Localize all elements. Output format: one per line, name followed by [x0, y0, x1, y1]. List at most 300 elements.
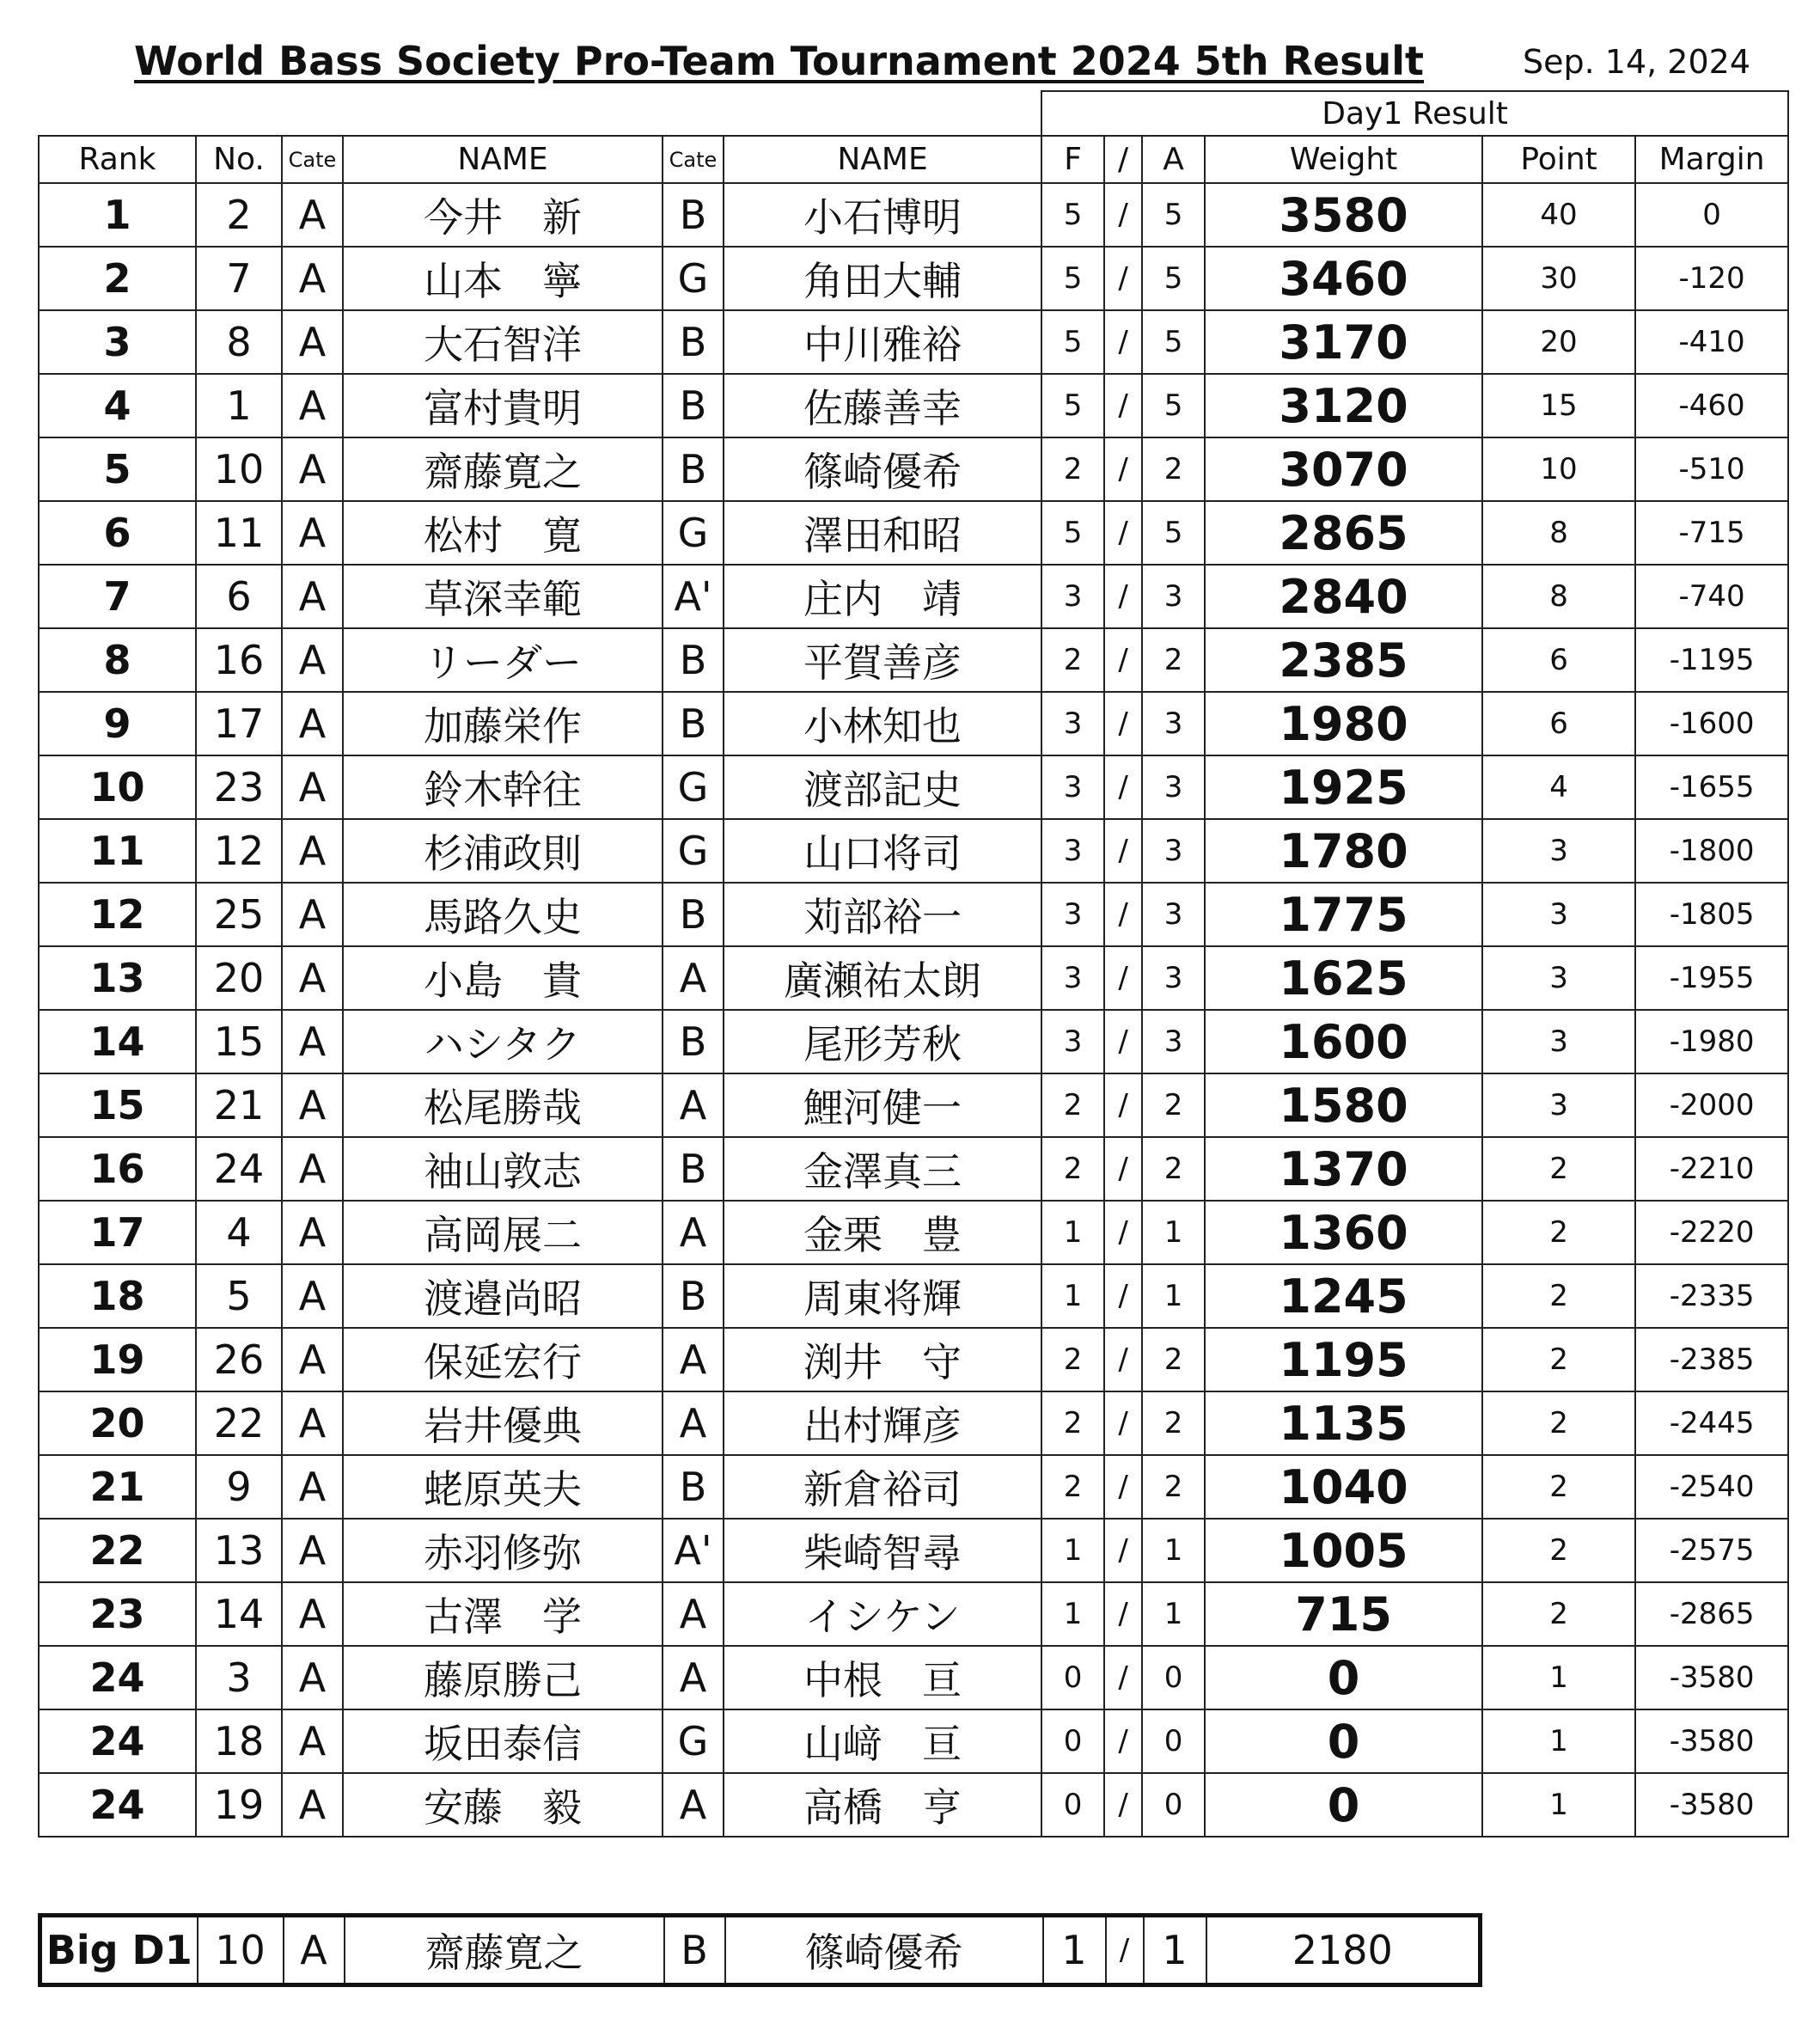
weight-cell: 1625 [1205, 946, 1482, 1010]
name1-cell: 富村貴明 [343, 374, 663, 437]
name1-cell: 杉浦政則 [343, 819, 663, 883]
weight-cell: 0 [1205, 1646, 1482, 1709]
table-row [39, 501, 1788, 565]
margin-cell: -1980 [1635, 1010, 1788, 1073]
name1-cell: 袖山敦志 [343, 1137, 663, 1201]
cate2-cell: G [663, 755, 724, 819]
a-cell: 0 [1142, 1709, 1205, 1773]
slash-cell: / [1104, 755, 1142, 819]
slash-cell: / [1104, 628, 1142, 692]
name2-cell: 小林知也 [724, 692, 1041, 755]
slash-cell: / [1104, 1773, 1142, 1837]
slash-cell: / [1104, 1455, 1142, 1519]
weight-cell: 3460 [1205, 247, 1482, 310]
f-cell: 3 [1041, 819, 1104, 883]
point-cell: 2 [1482, 1137, 1635, 1201]
weight-cell: 0 [1205, 1709, 1482, 1773]
name1-cell: 渡邉尚昭 [343, 1264, 663, 1328]
cate2-cell: A [663, 1073, 724, 1137]
cate1-cell: A [282, 1582, 343, 1646]
name2-cell: 尾形芳秋 [724, 1010, 1041, 1073]
cate2-cell: B [663, 437, 724, 501]
margin-header: Margin [1635, 136, 1788, 183]
slash-cell: / [1104, 1519, 1142, 1582]
name2-cell: 金栗 豊 [724, 1201, 1041, 1264]
rank-cell: 15 [39, 1073, 196, 1137]
margin-cell: -740 [1635, 565, 1788, 628]
name2-cell: 山﨑 亘 [724, 1709, 1041, 1773]
no-cell: 6 [196, 565, 282, 628]
a-cell: 5 [1142, 183, 1205, 247]
point-cell: 2 [1482, 1328, 1635, 1391]
table-row [39, 1264, 1788, 1328]
rank-cell: 17 [39, 1201, 196, 1264]
table-row [39, 437, 1788, 501]
name1-cell: 保延宏行 [343, 1328, 663, 1391]
weight-cell: 3070 [1205, 437, 1482, 501]
a-cell: 2 [1142, 1328, 1205, 1391]
rank-cell: 2 [39, 247, 196, 310]
cate1-cell: A [282, 1201, 343, 1264]
rank-cell: 8 [39, 628, 196, 692]
point-cell: 1 [1482, 1646, 1635, 1709]
big-d1-weight: 2180 [1206, 1916, 1481, 1985]
f-cell: 2 [1041, 628, 1104, 692]
slash-cell: / [1104, 1201, 1142, 1264]
margin-cell: -2220 [1635, 1201, 1788, 1264]
weight-cell: 1245 [1205, 1264, 1482, 1328]
cate2-cell: B [663, 310, 724, 374]
a-cell: 3 [1142, 1010, 1205, 1073]
name1-cell: リーダー [343, 628, 663, 692]
no-cell: 25 [196, 883, 282, 946]
no-cell: 8 [196, 310, 282, 374]
f-cell: 0 [1041, 1773, 1104, 1837]
cate2-cell: B [663, 883, 724, 946]
no-cell: 21 [196, 1073, 282, 1137]
margin-cell: -3580 [1635, 1646, 1788, 1709]
name2-cell: 周東将輝 [724, 1264, 1041, 1328]
rank-cell: 11 [39, 819, 196, 883]
cate1-cell: A [282, 310, 343, 374]
name2-cell: 庄内 靖 [724, 565, 1041, 628]
table-row [39, 755, 1788, 819]
name1-cell: 大石智洋 [343, 310, 663, 374]
no-cell: 3 [196, 1646, 282, 1709]
cate2-cell: B [663, 1010, 724, 1073]
cate2-cell: G [663, 501, 724, 565]
weight-cell: 3120 [1205, 374, 1482, 437]
no-cell: 18 [196, 1709, 282, 1773]
point-cell: 3 [1482, 1073, 1635, 1137]
no-cell: 1 [196, 374, 282, 437]
weight-cell: 1040 [1205, 1455, 1482, 1519]
cate1-cell: A [282, 1773, 343, 1837]
cate1-cell: A [282, 628, 343, 692]
name2-cell: 篠崎優希 [724, 437, 1041, 501]
weight-cell: 1600 [1205, 1010, 1482, 1073]
f-cell: 5 [1041, 374, 1104, 437]
name2-cell: 苅部裕一 [724, 883, 1041, 946]
a-cell: 3 [1142, 819, 1205, 883]
cate2-cell: B [663, 692, 724, 755]
name1-cell: 蛯原英夫 [343, 1455, 663, 1519]
weight-cell: 2385 [1205, 628, 1482, 692]
weight-cell: 2865 [1205, 501, 1482, 565]
rank-cell: 7 [39, 565, 196, 628]
point-cell: 8 [1482, 565, 1635, 628]
weight-cell: 1370 [1205, 1137, 1482, 1201]
point-cell: 2 [1482, 1201, 1635, 1264]
f-cell: 1 [1041, 1519, 1104, 1582]
slash-cell: / [1104, 1264, 1142, 1328]
weight-cell: 715 [1205, 1582, 1482, 1646]
name1-cell: 小島 貴 [343, 946, 663, 1010]
cate1-cell: A [282, 755, 343, 819]
no-cell: 17 [196, 692, 282, 755]
slash-cell: / [1104, 374, 1142, 437]
rank-cell: 21 [39, 1455, 196, 1519]
slash-cell: / [1104, 501, 1142, 565]
slash-cell: / [1104, 819, 1142, 883]
cate1-cell: A [282, 1519, 343, 1582]
margin-cell: -410 [1635, 310, 1788, 374]
point-cell: 15 [1482, 374, 1635, 437]
no-cell: 12 [196, 819, 282, 883]
big-d1-slash: / [1106, 1916, 1144, 1985]
table-row [39, 628, 1788, 692]
no-header: No. [196, 136, 282, 183]
point-cell: 40 [1482, 183, 1635, 247]
table-row [39, 1455, 1788, 1519]
results-table [38, 90, 1789, 1838]
weight-cell: 3580 [1205, 183, 1482, 247]
weight-cell: 1980 [1205, 692, 1482, 755]
rank-header: Rank [39, 136, 196, 183]
f-cell: 3 [1041, 755, 1104, 819]
a-cell: 2 [1142, 628, 1205, 692]
rank-cell: 1 [39, 183, 196, 247]
name1-cell: 齋藤寛之 [343, 437, 663, 501]
table-row [39, 1391, 1788, 1455]
table-row [39, 1073, 1788, 1137]
rank-cell: 24 [39, 1709, 196, 1773]
point-cell: 3 [1482, 1010, 1635, 1073]
a-cell: 2 [1142, 1073, 1205, 1137]
name1-cell: 坂田泰信 [343, 1709, 663, 1773]
a-cell: 2 [1142, 1455, 1205, 1519]
cate1-cell: A [282, 1010, 343, 1073]
weight-cell: 1005 [1205, 1519, 1482, 1582]
f-cell: 1 [1041, 1201, 1104, 1264]
name2-cell: 山口将司 [724, 819, 1041, 883]
big-d1-name2: 篠崎優希 [725, 1916, 1043, 1985]
margin-cell: -3580 [1635, 1709, 1788, 1773]
weight-cell: 1780 [1205, 819, 1482, 883]
margin-cell: -2575 [1635, 1519, 1788, 1582]
table-row [39, 1709, 1788, 1773]
name1-cell: 高岡展二 [343, 1201, 663, 1264]
point-cell: 30 [1482, 247, 1635, 310]
point-cell: 2 [1482, 1264, 1635, 1328]
rank-cell: 18 [39, 1264, 196, 1328]
table-row [39, 819, 1788, 883]
table-row [39, 310, 1788, 374]
weight-cell: 1580 [1205, 1073, 1482, 1137]
cate1-cell: A [282, 1137, 343, 1201]
a-cell: 3 [1142, 946, 1205, 1010]
cate2-cell: A [663, 1773, 724, 1837]
margin-cell: -460 [1635, 374, 1788, 437]
name2-cell: 渕井 守 [724, 1328, 1041, 1391]
margin-cell: -2210 [1635, 1137, 1788, 1201]
slash-cell: / [1104, 437, 1142, 501]
cate1-cell: A [282, 1455, 343, 1519]
big-d1-row [40, 1916, 1481, 1985]
no-cell: 19 [196, 1773, 282, 1837]
big-d1-table [38, 1913, 1482, 1987]
cate2-cell: G [663, 819, 724, 883]
margin-cell: -1805 [1635, 883, 1788, 946]
no-cell: 5 [196, 1264, 282, 1328]
a-header: A [1142, 136, 1205, 183]
a-cell: 2 [1142, 1391, 1205, 1455]
point-cell: 3 [1482, 883, 1635, 946]
rank-cell: 3 [39, 310, 196, 374]
name1-header: NAME [343, 136, 663, 183]
slash-cell: / [1104, 1646, 1142, 1709]
margin-cell: -3580 [1635, 1773, 1788, 1837]
weight-cell: 3170 [1205, 310, 1482, 374]
page-title: World Bass Society Pro-Team Tournament 2024 5th Result [134, 38, 1424, 84]
big-d1-f: 1 [1043, 1916, 1106, 1985]
table-row [39, 1328, 1788, 1391]
name2-cell: 高橋 亨 [724, 1773, 1041, 1837]
slash-cell: / [1104, 310, 1142, 374]
cate1-cell: A [282, 1646, 343, 1709]
point-cell: 3 [1482, 819, 1635, 883]
point-cell: 2 [1482, 1519, 1635, 1582]
f-cell: 3 [1041, 1010, 1104, 1073]
table-row [39, 374, 1788, 437]
a-cell: 3 [1142, 565, 1205, 628]
day1-result-header: Day1 Result [1041, 91, 1788, 136]
a-cell: 5 [1142, 247, 1205, 310]
no-cell: 10 [196, 437, 282, 501]
cate1-cell: A [282, 183, 343, 247]
table-row [39, 692, 1788, 755]
f-cell: 2 [1041, 1391, 1104, 1455]
cate1-cell: A [282, 692, 343, 755]
name1-cell: 安藤 毅 [343, 1773, 663, 1837]
point-cell: 2 [1482, 1582, 1635, 1646]
margin-cell: -1655 [1635, 755, 1788, 819]
margin-cell: -120 [1635, 247, 1788, 310]
weight-header: Weight [1205, 136, 1482, 183]
table-row [39, 1519, 1788, 1582]
f-cell: 3 [1041, 565, 1104, 628]
rank-cell: 19 [39, 1328, 196, 1391]
cate2-cell: B [663, 1137, 724, 1201]
name2-cell: 角田大輔 [724, 247, 1041, 310]
cate1-cell: A [282, 565, 343, 628]
name1-cell: 鈴木幹往 [343, 755, 663, 819]
no-cell: 11 [196, 501, 282, 565]
cate2-cell: G [663, 1709, 724, 1773]
weight-cell: 1195 [1205, 1328, 1482, 1391]
slash-cell: / [1104, 1073, 1142, 1137]
point-cell: 8 [1482, 501, 1635, 565]
f-cell: 1 [1041, 1264, 1104, 1328]
cate2-cell: B [663, 183, 724, 247]
a-cell: 3 [1142, 692, 1205, 755]
f-cell: 2 [1041, 1455, 1104, 1519]
name2-cell: 佐藤善幸 [724, 374, 1041, 437]
rank-cell: 22 [39, 1519, 196, 1582]
table-row [39, 1646, 1788, 1709]
weight-cell: 2840 [1205, 565, 1482, 628]
margin-cell: -2335 [1635, 1264, 1788, 1328]
no-cell: 7 [196, 247, 282, 310]
a-cell: 2 [1142, 1137, 1205, 1201]
slash-cell: / [1104, 183, 1142, 247]
cate1-cell: A [282, 1328, 343, 1391]
a-cell: 5 [1142, 501, 1205, 565]
no-cell: 14 [196, 1582, 282, 1646]
cate2-cell: A [663, 1582, 724, 1646]
cate1-cell: A [282, 247, 343, 310]
table-row [39, 946, 1788, 1010]
cate2-cell: B [663, 1455, 724, 1519]
cate2-cell: A' [663, 1519, 724, 1582]
name2-cell: 出村輝彦 [724, 1391, 1041, 1455]
rank-cell: 24 [39, 1646, 196, 1709]
name2-cell: 新倉裕司 [724, 1455, 1041, 1519]
a-cell: 5 [1142, 310, 1205, 374]
name1-cell: 松尾勝哉 [343, 1073, 663, 1137]
name1-cell: 藤原勝己 [343, 1646, 663, 1709]
table-row [39, 565, 1788, 628]
table-row [39, 1137, 1788, 1201]
slash-cell: / [1104, 1582, 1142, 1646]
margin-cell: 0 [1635, 183, 1788, 247]
rank-cell: 9 [39, 692, 196, 755]
f-cell: 3 [1041, 883, 1104, 946]
margin-cell: -1955 [1635, 946, 1788, 1010]
a-cell: 1 [1142, 1264, 1205, 1328]
rank-cell: 14 [39, 1010, 196, 1073]
name2-header: NAME [724, 136, 1041, 183]
rank-cell: 4 [39, 374, 196, 437]
cate1-cell: A [282, 501, 343, 565]
cate2-cell: A [663, 946, 724, 1010]
no-cell: 13 [196, 1519, 282, 1582]
no-cell: 26 [196, 1328, 282, 1391]
no-cell: 9 [196, 1455, 282, 1519]
f-cell: 0 [1041, 1709, 1104, 1773]
no-cell: 2 [196, 183, 282, 247]
slash-cell: / [1104, 1391, 1142, 1455]
cate2-cell: A' [663, 565, 724, 628]
rank-cell: 23 [39, 1582, 196, 1646]
f-cell: 3 [1041, 692, 1104, 755]
name2-cell: 渡部記史 [724, 755, 1041, 819]
table-row [39, 883, 1788, 946]
table-row [39, 1010, 1788, 1073]
no-cell: 16 [196, 628, 282, 692]
table-row [39, 247, 1788, 310]
big-d1-no: 10 [198, 1916, 284, 1985]
margin-cell: -2385 [1635, 1328, 1788, 1391]
margin-cell: -2540 [1635, 1455, 1788, 1519]
f-cell: 5 [1041, 310, 1104, 374]
weight-cell: 0 [1205, 1773, 1482, 1837]
slash-cell: / [1104, 883, 1142, 946]
name1-cell: ハシタク [343, 1010, 663, 1073]
name2-cell: 廣瀬祐太朗 [724, 946, 1041, 1010]
a-cell: 1 [1142, 1201, 1205, 1264]
cate1-cell: A [282, 437, 343, 501]
margin-cell: -2000 [1635, 1073, 1788, 1137]
name1-cell: 山本 寧 [343, 247, 663, 310]
cate1-cell: A [282, 1264, 343, 1328]
margin-cell: -510 [1635, 437, 1788, 501]
no-cell: 22 [196, 1391, 282, 1455]
rank-cell: 10 [39, 755, 196, 819]
a-cell: 2 [1142, 437, 1205, 501]
margin-cell: -2445 [1635, 1391, 1788, 1455]
no-cell: 24 [196, 1137, 282, 1201]
name2-cell: 中川雅裕 [724, 310, 1041, 374]
slash-cell: / [1104, 1010, 1142, 1073]
weight-cell: 1925 [1205, 755, 1482, 819]
cate2-cell: A [663, 1328, 724, 1391]
cate2-cell: B [663, 374, 724, 437]
cate1-cell: A [282, 374, 343, 437]
margin-cell: -715 [1635, 501, 1788, 565]
big-d1-name1: 齋藤寛之 [345, 1916, 664, 1985]
f-cell: 5 [1041, 247, 1104, 310]
cate1-cell: A [282, 1391, 343, 1455]
point-cell: 6 [1482, 628, 1635, 692]
big-d1-label: Big D1 [40, 1916, 198, 1985]
table-row [39, 1773, 1788, 1837]
f-cell: 0 [1041, 1646, 1104, 1709]
f-cell: 1 [1041, 1582, 1104, 1646]
cate1-header: Cate [282, 136, 343, 183]
slash-cell: / [1104, 1709, 1142, 1773]
rank-cell: 24 [39, 1773, 196, 1837]
point-header: Point [1482, 136, 1635, 183]
a-cell: 0 [1142, 1773, 1205, 1837]
point-cell: 20 [1482, 310, 1635, 374]
no-cell: 4 [196, 1201, 282, 1264]
cate2-cell: A [663, 1201, 724, 1264]
name1-cell: 今井 新 [343, 183, 663, 247]
cate1-cell: A [282, 1073, 343, 1137]
group-header-row [39, 91, 1788, 136]
tournament-date: Sep. 14, 2024 [1523, 43, 1750, 81]
weight-cell: 1135 [1205, 1391, 1482, 1455]
f-cell: 5 [1041, 183, 1104, 247]
name1-cell: 松村 寛 [343, 501, 663, 565]
cate2-header: Cate [663, 136, 724, 183]
a-cell: 3 [1142, 755, 1205, 819]
name2-cell: 金澤真三 [724, 1137, 1041, 1201]
no-cell: 15 [196, 1010, 282, 1073]
f-cell: 2 [1041, 1073, 1104, 1137]
cate2-cell: B [663, 628, 724, 692]
